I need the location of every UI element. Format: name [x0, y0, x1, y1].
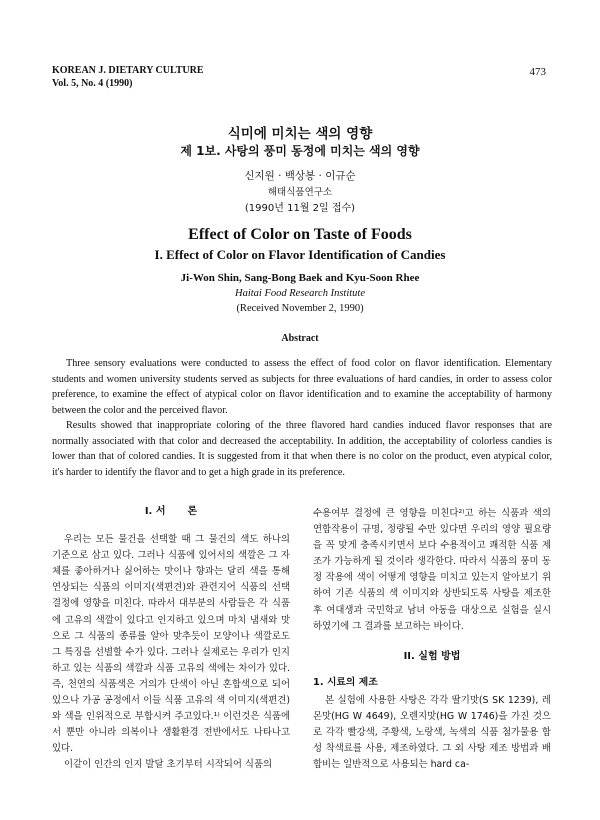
body-paragraph: 본 실험에 사용한 사탕은 각각 딸기맛(S SK 1239), 레몬맛(HG W 4649), 오렌지맛(HG W 1746)을 가진 것으로 각각 빨강색, 주황색, 노랑색, 녹색의 식품 첨가물용 합성 착색료를 사용, 제조하였다. 그 외 사탕 제조 방법과 배합비는 일반적으로 사용되는 hard ca- [313, 694, 551, 771]
korean-title: 식미에 미치는 색의 영향 [227, 126, 373, 142]
body-paragraph: 수용여부 결정에 큰 영향을 미친다²⁾고 하는 식품과 색의 연합작용이 규명, 정량될 수만 있다면 우리의 영양 필요량을 꼭 맞게 충족시키면서 보다 수용적이고 쾌적한 식품 제조가 가능하게 될 것이라 생각한다. 따라서 식품의 풍미 동정 작용에 색이 어떻게 영향을 미치고 있는지 알아보기 위하여 기존 식품의 색 이미지와 상반되도록 사탕을 제조한 후 여대생과 국민학교 남녀 아동을 대상으로 실험을 실시하였기에 그 결과를 보고하는 바이다. [313, 508, 551, 632]
body-paragraph: 이같이 인간의 인지 발달 초기부터 시작되어 식품의 [64, 759, 273, 771]
left-column [52, 504, 290, 774]
english-institute: Haitai Food Research Institute [235, 288, 365, 299]
abstract-paragraph: Results showed that inappropriate coloring of the three flavored hard candies induced flavor responses that are normally associated with that color and decreased the acceptability. In addition, the acceptability of colorless candies is lower than that of colored candies. It is suggested from it that when there is no color on the product, even atypical color, it's harder to identify the flavor and to get a high grade in its preference. [52, 420, 552, 478]
section-introduction-heading [52, 504, 290, 520]
english-title: Effect of Color on Taste of Foods [188, 226, 412, 243]
right-column [313, 506, 551, 773]
korean-received-date: (1990년 11월 2일 접수) [244, 203, 356, 214]
journal-volume: Vol. 5, No. 4 (1990) [52, 78, 133, 89]
section-heading-part: I. 서 [144, 506, 166, 517]
journal-header [52, 64, 204, 90]
journal-name: KOREAN J. DIETARY CULTURE [52, 65, 204, 76]
abstract-paragraph: Three sensory evaluations were conducted to assess the effect of food color on flavor identification. Elementary students and women university students served as subjects for three evaluations of hard candies, in order to assess color preference, to examine the effect of atypical color on flavor identification and to examine the acceptability of harmony between the color and the perceived flavor. [52, 358, 552, 416]
abstract-heading: Abstract [281, 333, 319, 344]
korean-institute: 해태식품연구소 [267, 187, 333, 198]
subsection-heading: 1. 시료의 제조 [313, 676, 378, 688]
english-received-date: (Received November 2, 1990) [236, 303, 364, 314]
body-paragraph: 우리는 모든 물건을 선택할 때 그 물건의 색도 하나의 기준으로 삼고 있다. 그러나 식품에 있어서의 색깔은 그 자체를 좋아하거나 싫어하는 맛이나 향과는 달리 색을 통해 연상되는 식품의 이미지(색편견)와 관련지어 식품의 선택 결정에 영향을 미친다. 따라서 대부분의 사람들은 각 식품에 고유의 색깔이 있다고 인지하고 있으며 마치 냄새와 맛으로 그 식품의 종류를 알아 맞추듯이 모양이나 색깔로도 그 특징을 선별할 수가 있다. 그러나 실제로는 우리가 인지하고 있는 식품의 색깔과 식품 고유의 색에는 차이가 있다. 즉, 천연의 식품색은 거의가 단색이 아닌 혼합색으로 되어 있으나 가공 공정에서 이들 식품 고유의 색 이미지(색편견)와 색을 인위적으로 부합시켜 주고있다.¹⁾ 이런것은 식품에서 뿐만 아니라 의복이나 생활환경 전반에서도 나타나고 있다. [52, 534, 290, 755]
section-methods-heading: II. 실험 방법 [403, 650, 461, 662]
english-subtitle: I. Effect of Color on Flavor Identification of Candies [154, 247, 446, 262]
korean-subtitle: 제 1보. 사탕의 풍미 동정에 미치는 색의 영향 [180, 144, 420, 158]
section-heading-part: 론 [187, 506, 198, 517]
korean-authors: 신지원 · 백상봉 · 이규순 [244, 170, 356, 182]
english-authors: Ji-Won Shin, Sang-Bong Baek and Kyu-Soon Rhee [180, 272, 420, 284]
page-number: 473 [529, 66, 546, 78]
abstract-body [52, 356, 552, 480]
